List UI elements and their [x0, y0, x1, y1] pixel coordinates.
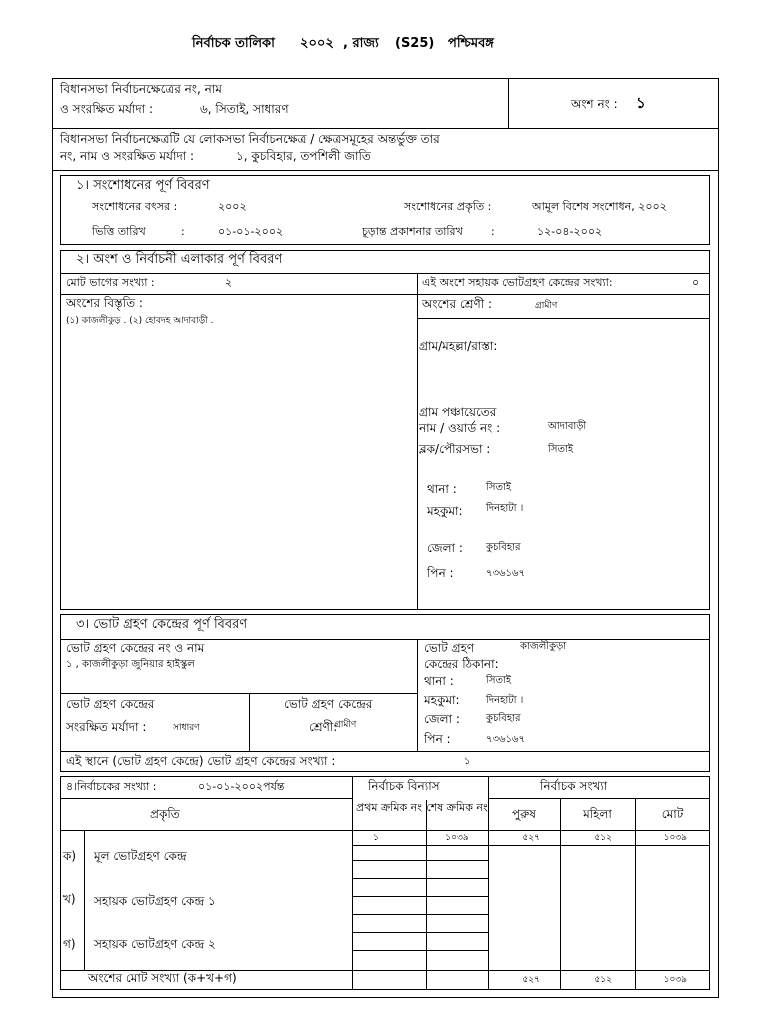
ps-addr-label-line2: কেন্দ্রের ঠিকানা:	[424, 657, 499, 671]
divider	[635, 798, 636, 990]
ps-addr-label-line1: ভোট গ্রহণ	[424, 641, 475, 655]
divider	[52, 170, 719, 171]
total-sections-value: ২	[225, 276, 233, 289]
section4-heading: ৪।নির্বাচকের সংখ্যা :	[66, 780, 157, 793]
col-last-serial: শেষ ক্রমিক নং	[426, 801, 488, 814]
gp-value: আদাবাড়ী	[548, 421, 587, 432]
section3-heading: ৩। ভোট গ্রহণ কেন্দ্রের পূর্ণ বিবরণ	[76, 617, 248, 632]
block-label: ব্লক/পৌরসভা :	[419, 442, 491, 456]
divider	[60, 639, 710, 640]
title-code: (S25)	[395, 36, 435, 51]
ps-label: থানা :	[427, 482, 457, 496]
base-date-colon: :	[181, 225, 185, 238]
row-mark: ক)	[63, 849, 77, 863]
ac-label-line2: ও সংরক্ষিত মর্যাদা :	[60, 102, 154, 116]
gp-label-line1: গ্রাম পঞ্চায়েতের	[419, 405, 497, 419]
divider	[488, 845, 710, 846]
row-female: ৫১২	[594, 833, 612, 843]
divider	[488, 798, 710, 799]
rev-type-value: আমূল বিশেষ সংশোধন, ২০০২	[532, 200, 667, 213]
subdiv3-value: দিনহাটা ।	[486, 695, 524, 706]
reserved-value: সাধারণ	[173, 723, 200, 733]
divider	[60, 830, 710, 831]
divider	[352, 950, 488, 951]
divider	[417, 318, 710, 319]
ps-no-name-label: ভোট গ্রহণ কেন্দ্রের নং ও নাম	[66, 641, 205, 655]
extent-label: অংশের বিস্তৃতি :	[66, 296, 143, 310]
base-date-label: ভিত্তি তারিখ	[92, 225, 146, 238]
divider	[84, 830, 85, 970]
divider	[352, 860, 488, 861]
ps-no-name-value: ১ , কাজলীকুড়া জুনিয়ার হাইস্কুল	[66, 659, 195, 670]
pin3-value: ৭৩৬১৬৭	[486, 734, 525, 745]
ac-value: ৬, সিতাই, সাধারণ	[200, 102, 289, 116]
title-part1: নির্বাচক তালিকা	[192, 36, 275, 51]
thana-label: থানা :	[424, 674, 454, 688]
pin3-label: পিন :	[424, 732, 451, 746]
col-total: মোট	[661, 807, 684, 821]
divider	[352, 970, 710, 971]
subdiv-value: দিনহাটা ।	[486, 503, 524, 514]
title-state: পশ্চিমবঙ্গ	[448, 36, 494, 51]
col-male: পুরুষ	[512, 807, 536, 821]
final-pub-colon: :	[491, 225, 495, 238]
ps-cat-label-line2: শ্রেণী:	[309, 720, 338, 734]
category-value: গ্রামীণ	[535, 301, 558, 311]
aux-ps-value: ০	[692, 276, 700, 289]
district-value: কুচবিহার	[486, 542, 521, 553]
row-mark: খ)	[63, 892, 76, 906]
title-year: ২০০২	[300, 36, 334, 51]
section1-heading: ১। সংশোধনের পূর্ণ বিবরণ	[76, 178, 210, 193]
total-sections-label: মোট ভাগের সংখ্যা :	[66, 276, 155, 289]
pin-label: পিন :	[427, 566, 454, 580]
count-here-label: এই স্থানে (ভোট গ্রহণ কেন্দ্রে) ভোট গ্রহণ কেন্দ্রের সংখ্যা :	[66, 754, 336, 768]
ps-addr-value: কাজলীকুড়া	[520, 641, 567, 652]
thana-value: সিতাই	[486, 675, 512, 686]
divider	[60, 693, 417, 694]
district-label: জেলা :	[427, 541, 463, 555]
section2-heading: ২। অংশ ও নির্বাচনী এলাকার পূর্ণ বিবরণ	[76, 252, 283, 267]
rev-type-label: সংশোধনের প্রকৃতি :	[404, 200, 492, 213]
count-here-value: ১	[464, 756, 471, 767]
gp-label-line2: নাম / ওয়ার্ড নং :	[419, 421, 501, 435]
district3-label: জেলা :	[424, 712, 460, 726]
pc-line1: বিধানসভা নির্বাচনক্ষেত্রটি যে লোকসভা নির্বাচনক্ষেত্র / ক্ষেত্রসমূহের অন্তর্ভুক্ত তার	[60, 132, 440, 146]
divider	[352, 878, 488, 879]
grand-male: ৫২৭	[522, 975, 540, 985]
grand-total-label: অংশের মোট সংখ্যা (ক+খ+গ)	[88, 971, 237, 985]
row-male: ৫২৭	[522, 833, 540, 843]
arrangement-label: নির্বাচক বিন্যাস	[368, 779, 440, 793]
reserved-label-line2: সংরক্ষিত মর্যাদা :	[66, 720, 147, 734]
row-mark: গ)	[63, 937, 76, 951]
subdiv-label: মহকুমা:	[427, 504, 463, 518]
divider	[352, 914, 488, 915]
village-label: গ্রাম/মহল্লা/রাস্তা:	[419, 339, 498, 353]
ps-value: সিতাই	[486, 482, 512, 493]
final-pub-value: ১২-০৪-২০০২	[537, 225, 603, 238]
divider	[249, 693, 250, 751]
district3-value: কুচবিহার	[486, 713, 521, 724]
block-value: সিতাই	[548, 444, 574, 455]
subdiv3-label: মহকুমা:	[424, 693, 460, 707]
title-part2: , রাজ্য	[343, 36, 379, 51]
ps-cat-value: গ্রামীণ	[334, 720, 357, 730]
col-first-serial: প্রথম ক্রমিক নং	[356, 801, 422, 814]
divider	[60, 273, 710, 274]
pc-value: ১, কুচবিহার, তপশিলী জাতি	[236, 149, 371, 163]
divider	[560, 798, 561, 990]
part-no-value: ১	[636, 94, 646, 112]
pin-value: ৭৩৬১৬৭	[486, 568, 525, 579]
divider	[60, 294, 710, 295]
divider	[52, 128, 719, 129]
part-no-label: অংশ নং :	[571, 97, 618, 111]
col-female: মহিলা	[583, 807, 612, 821]
divider	[352, 896, 488, 897]
as-on-date: ০১-০১-২০০২পর্যন্ত	[198, 780, 285, 793]
row-label: সহায়ক ভোটগ্রহণ কেন্দ্র ১	[94, 894, 216, 908]
row-first-serial: ১	[373, 833, 379, 843]
divider	[60, 798, 352, 799]
row-label: সহায়ক ভোটগ্রহণ কেন্দ্র ২	[94, 937, 216, 951]
ps-cat-label-line1: ভোট গ্রহণ কেন্দ্রের	[284, 697, 373, 711]
category-label: অংশের শ্রেণী :	[422, 297, 493, 311]
divider	[508, 78, 509, 128]
row-total: ১০৩৯	[663, 833, 687, 843]
grand-female: ৫১২	[594, 975, 612, 985]
rev-year-label: সংশোধনের বৎসর :	[92, 200, 178, 213]
rev-year-value: ২০০২	[218, 200, 247, 213]
reserved-label-line1: ভোট গ্রহণ কেন্দ্রের	[66, 697, 155, 711]
section2-box	[60, 250, 710, 610]
pc-label: নং, নাম ও সংরক্ষিত মর্যাদা :	[60, 149, 195, 163]
aux-ps-label: এই অংশে সহায়ক ভোটগ্রহণ কেন্দ্রের সংখ্যা:	[422, 276, 613, 289]
final-pub-label: চূড়ান্ত প্রকাশনার তারিখ	[362, 225, 463, 238]
count-label: নির্বাচক সংখ্যা	[540, 779, 608, 793]
divider	[352, 845, 488, 846]
base-date-value: ০১-০১-২০০২	[218, 225, 284, 238]
col-nature: প্রকৃতি	[150, 807, 180, 821]
grand-total: ১০৩৯	[663, 975, 687, 985]
divider	[417, 639, 418, 751]
row-label: মূল ভোটগ্রহণ কেন্দ্র	[94, 849, 187, 863]
divider	[426, 800, 427, 990]
row-last-serial: ১০৩৯	[445, 833, 469, 843]
ac-label-line1: বিধানসভা নির্বাচনক্ষেত্রের নং, নাম	[60, 82, 222, 96]
divider	[352, 932, 488, 933]
divider	[417, 273, 418, 610]
divider	[60, 751, 710, 752]
extent-value: (১) কাজলীকুড় . (২) হোবদহ আদাবাড়ী .	[66, 316, 214, 326]
